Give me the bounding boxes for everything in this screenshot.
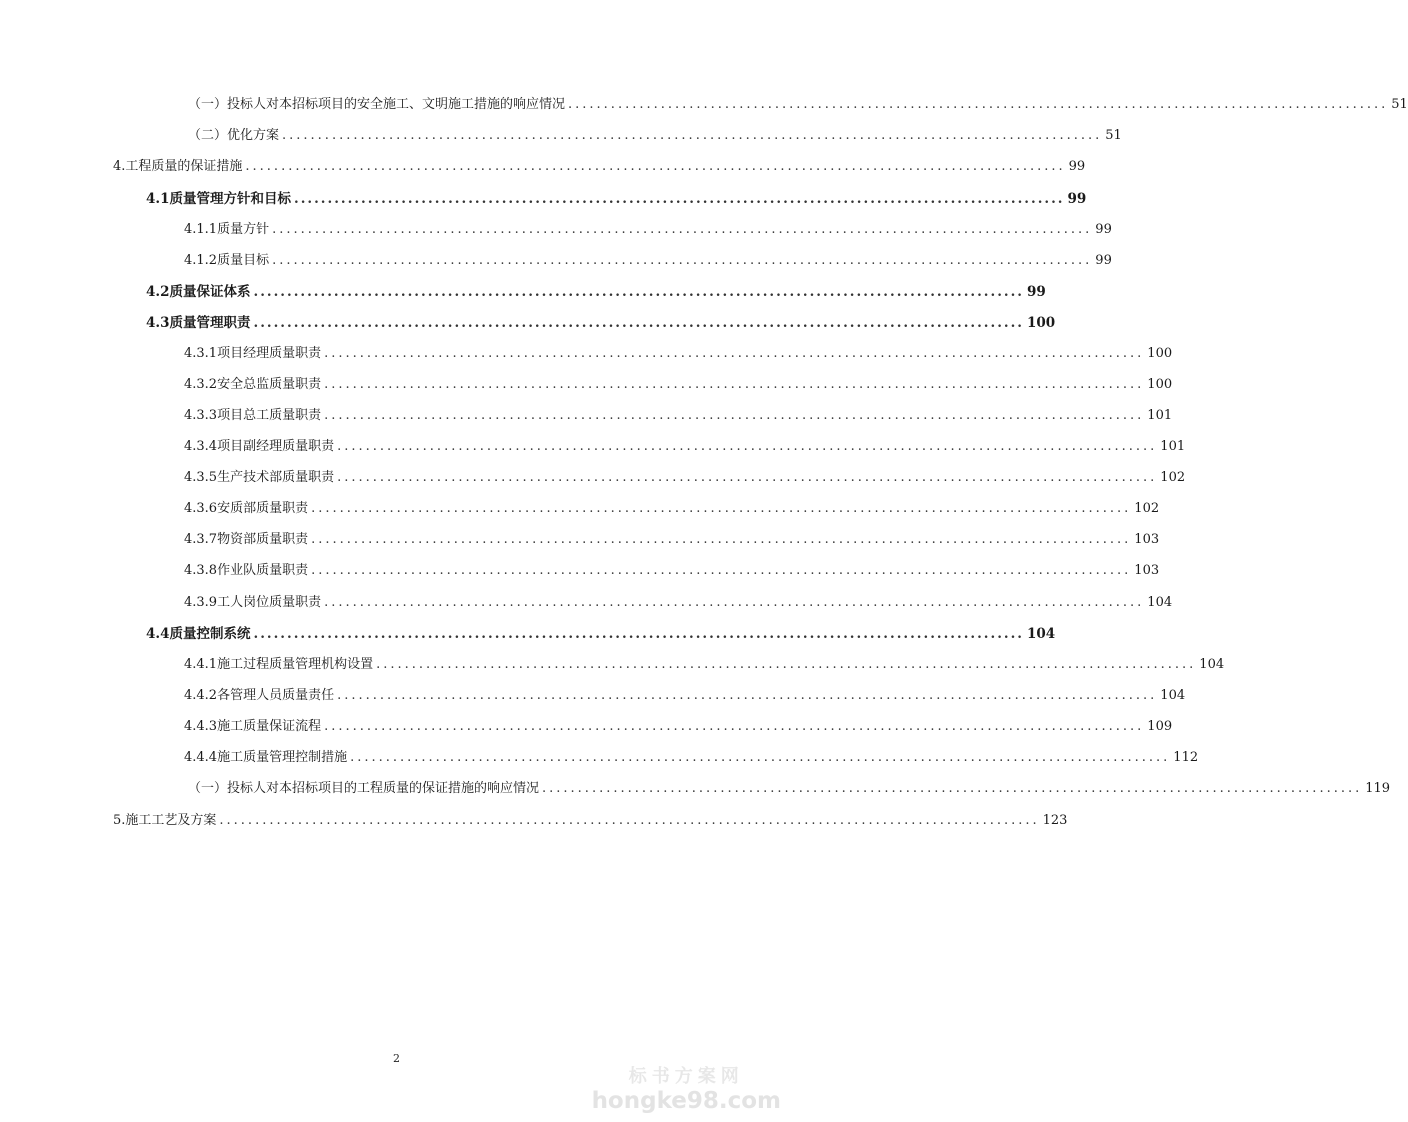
toc-entry-label: 4.4.1施工过程质量管理机构设置 bbox=[184, 657, 374, 672]
toc-entry[interactable] bbox=[184, 345, 1173, 363]
toc-entry[interactable] bbox=[184, 500, 1160, 518]
toc-entry[interactable] bbox=[184, 438, 1186, 456]
toc-leader: ................................................................................................................... bbox=[294, 191, 1065, 207]
toc-entry[interactable] bbox=[146, 314, 1056, 332]
toc-entry-label: 4.3.6安质部质量职责 bbox=[184, 501, 309, 516]
toc-leader: ................................................................................................................... bbox=[253, 315, 1024, 331]
toc-entry[interactable] bbox=[184, 562, 1160, 580]
toc-entry[interactable] bbox=[184, 656, 1225, 674]
toc-entry[interactable] bbox=[184, 687, 1186, 705]
toc-entry-label: （一）投标人对本招标项目的工程质量的保证措施的响应情况 bbox=[188, 781, 540, 796]
toc-entry-page: 104 bbox=[1160, 688, 1186, 703]
toc-leader: ................................................................................................................... bbox=[324, 595, 1145, 610]
toc-entry-label: 4.3.8作业队质量职责 bbox=[184, 563, 309, 578]
toc-entry-label: （一）投标人对本招标项目的安全施工、文明施工措施的响应情况 bbox=[188, 97, 566, 112]
toc-entry[interactable] bbox=[188, 127, 1122, 145]
toc-entry-page: 100 bbox=[1147, 377, 1173, 392]
toc-leader: ................................................................................................................... bbox=[324, 719, 1145, 734]
toc-entry[interactable] bbox=[184, 531, 1160, 549]
toc-entry-page: 102 bbox=[1160, 470, 1186, 485]
toc-entry-page: 99 bbox=[1067, 191, 1087, 207]
toc-leader: ................................................................................................................... bbox=[282, 128, 1103, 143]
toc-entry-label: 4.工程质量的保证措施 bbox=[113, 159, 243, 174]
toc-leader: ................................................................................................................... bbox=[245, 159, 1066, 174]
toc-entry-page: 102 bbox=[1134, 501, 1160, 516]
toc-entry-page: 109 bbox=[1147, 719, 1173, 734]
watermark-text-en: hongke98.com bbox=[591, 1088, 781, 1114]
watermark-logo bbox=[592, 1066, 781, 1114]
toc-entry-page: 99 bbox=[1095, 253, 1112, 268]
toc-leader: ................................................................................................................... bbox=[542, 781, 1363, 796]
toc-entry-page: 100 bbox=[1027, 315, 1056, 331]
toc-entry[interactable] bbox=[184, 252, 1112, 270]
toc-entry[interactable] bbox=[113, 158, 1086, 176]
toc-leader: ................................................................................................................... bbox=[272, 222, 1093, 237]
toc-leader: ................................................................................................................... bbox=[350, 750, 1171, 765]
toc-leader: ................................................................................................................... bbox=[324, 408, 1145, 423]
toc-entry-page: 99 bbox=[1068, 159, 1086, 174]
toc-entry[interactable] bbox=[184, 718, 1173, 736]
toc-entry-label: （二）优化方案 bbox=[188, 128, 280, 143]
toc-entry[interactable] bbox=[184, 749, 1199, 767]
toc-entry-label: 4.3.3项目总工质量职责 bbox=[184, 408, 322, 423]
toc-entry-page: 99 bbox=[1095, 222, 1112, 237]
toc-leader: ................................................................................................................... bbox=[324, 346, 1145, 361]
toc-leader: ................................................................................................................... bbox=[272, 253, 1093, 268]
toc-leader: ................................................................................................................... bbox=[311, 532, 1132, 547]
toc-leader: ................................................................................................................... bbox=[253, 626, 1024, 642]
toc-entry-label: 4.2质量保证体系 bbox=[146, 284, 251, 300]
toc-entry-label: 4.3.4项目副经理质量职责 bbox=[184, 439, 335, 454]
toc-entry-label: 4.1.2质量目标 bbox=[184, 253, 270, 268]
toc-entry[interactable] bbox=[146, 283, 1046, 301]
watermark-text-cn: 标书方案网 bbox=[628, 1066, 744, 1087]
toc-entry-label: 4.1.1质量方针 bbox=[184, 222, 270, 237]
toc-entry-label: 4.4.3施工质量保证流程 bbox=[184, 719, 322, 734]
toc-entry-page: 99 bbox=[1027, 284, 1046, 300]
toc-entry[interactable] bbox=[188, 780, 1391, 798]
toc-entry[interactable] bbox=[184, 407, 1173, 425]
toc-entry-label: 4.3.1项目经理质量职责 bbox=[184, 346, 322, 361]
toc-entry[interactable] bbox=[184, 469, 1186, 487]
toc-leader: ................................................................................................................... bbox=[568, 97, 1389, 112]
page-number: 2 bbox=[393, 1052, 400, 1065]
toc-leader: ................................................................................................................... bbox=[337, 439, 1158, 454]
toc-entry-page: 103 bbox=[1134, 563, 1160, 578]
toc-entry-page: 51 bbox=[1105, 128, 1122, 143]
toc-leader: ................................................................................................................... bbox=[219, 813, 1040, 828]
toc-entry-label: 5.施工工艺及方案 bbox=[113, 813, 217, 828]
toc-entry-page: 104 bbox=[1027, 626, 1056, 642]
toc-leader: ................................................................................................................... bbox=[253, 284, 1024, 300]
toc-leader: ................................................................................................................... bbox=[311, 563, 1132, 578]
toc-entry-page: 112 bbox=[1173, 750, 1199, 765]
toc-leader: ................................................................................................................... bbox=[337, 688, 1158, 703]
toc-entry-label: 4.1质量管理方针和目标 bbox=[146, 191, 291, 207]
toc-leader: ................................................................................................................... bbox=[311, 501, 1132, 516]
toc-entry[interactable] bbox=[113, 812, 1068, 830]
toc-entry-label: 4.3.7物资部质量职责 bbox=[184, 532, 309, 547]
toc-entry-page: 104 bbox=[1199, 657, 1225, 672]
toc-entry-page: 119 bbox=[1365, 781, 1391, 796]
toc-entry[interactable] bbox=[184, 221, 1112, 239]
toc-entry[interactable] bbox=[146, 625, 1056, 643]
toc-entry-page: 51 bbox=[1391, 97, 1408, 112]
toc-entry-label: 4.3.5生产技术部质量职责 bbox=[184, 470, 335, 485]
toc-leader: ................................................................................................................... bbox=[337, 470, 1158, 485]
toc-entry-page: 123 bbox=[1042, 813, 1068, 828]
toc-entry[interactable] bbox=[184, 376, 1173, 394]
toc-entry-page: 101 bbox=[1147, 408, 1173, 423]
toc-entry[interactable] bbox=[188, 96, 1408, 114]
toc-entry-label: 4.4质量控制系统 bbox=[146, 626, 251, 642]
toc-entry[interactable] bbox=[184, 594, 1173, 612]
toc-entry-label: 4.4.4施工质量管理控制措施 bbox=[184, 750, 348, 765]
toc-leader: ................................................................................................................... bbox=[324, 377, 1145, 392]
toc-entry-label: 4.3.9工人岗位质量职责 bbox=[184, 595, 322, 610]
toc-entry-page: 103 bbox=[1134, 532, 1160, 547]
toc-leader: ................................................................................................................... bbox=[376, 657, 1197, 672]
toc-entry-page: 100 bbox=[1147, 346, 1173, 361]
toc-entry-page: 104 bbox=[1147, 595, 1173, 610]
toc-entry-label: 4.3质量管理职责 bbox=[146, 315, 251, 331]
toc-entry-label: 4.3.2安全总监质量职责 bbox=[184, 377, 322, 392]
toc-entry-label: 4.4.2各管理人员质量责任 bbox=[184, 688, 335, 703]
toc-entry[interactable] bbox=[146, 190, 1087, 208]
toc-entry-page: 101 bbox=[1160, 439, 1186, 454]
